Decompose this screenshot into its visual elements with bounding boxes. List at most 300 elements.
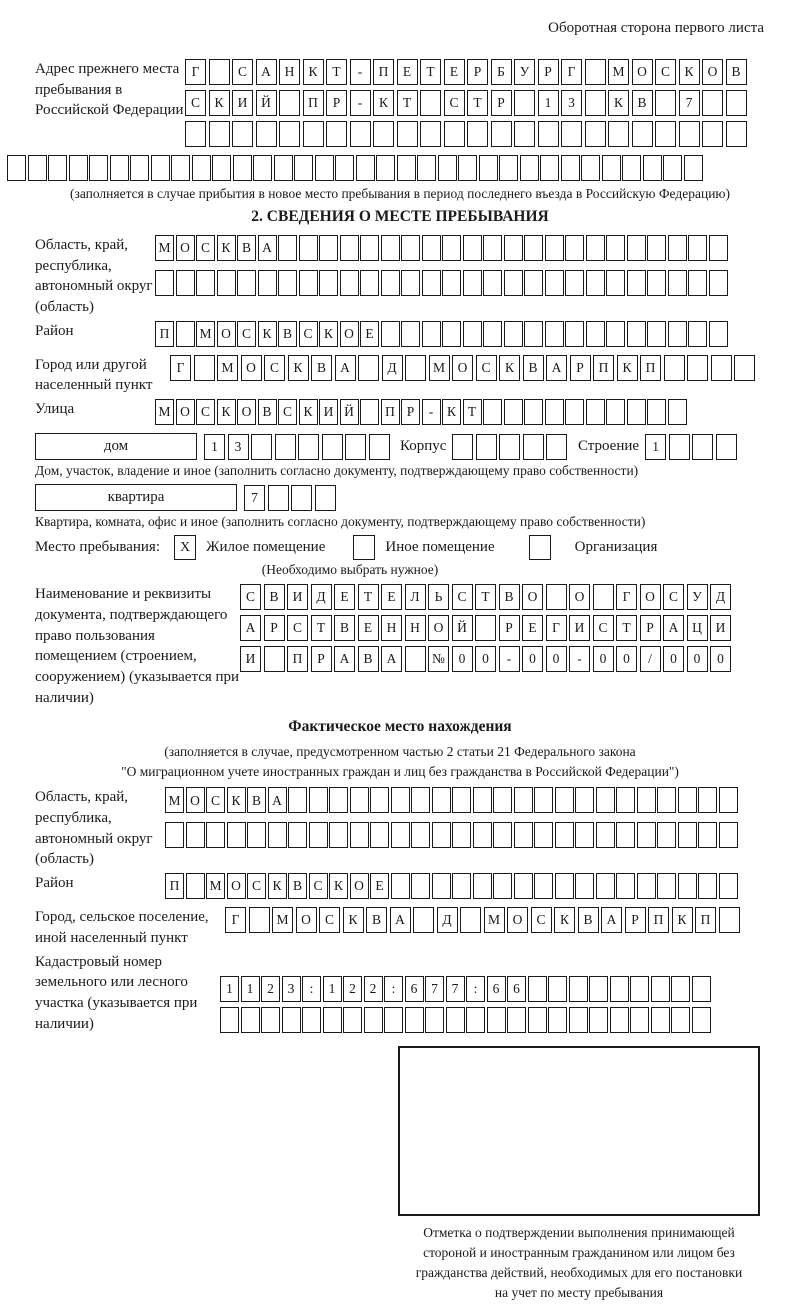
char-cell[interactable]: О [350, 873, 369, 899]
char-cell[interactable] [467, 121, 488, 147]
char-cell[interactable] [329, 787, 348, 813]
char-cell[interactable]: И [287, 584, 308, 610]
char-cell[interactable] [596, 787, 615, 813]
char-cell[interactable] [627, 321, 646, 347]
char-cell[interactable] [627, 399, 646, 425]
char-cell[interactable] [734, 355, 755, 381]
char-cell[interactable]: С [531, 907, 552, 933]
char-cell[interactable]: Е [358, 615, 379, 641]
char-cell[interactable]: 0 [522, 646, 543, 672]
char-cell[interactable]: С [247, 873, 266, 899]
char-cell[interactable] [89, 155, 108, 181]
char-cell[interactable] [589, 1007, 608, 1033]
char-cell[interactable]: О [428, 615, 449, 641]
char-cell[interactable] [411, 787, 430, 813]
char-cell[interactable] [151, 155, 170, 181]
char-cell[interactable]: А [663, 615, 684, 641]
char-cell[interactable]: Т [463, 399, 482, 425]
char-cell[interactable]: В [237, 235, 256, 261]
char-cell[interactable] [692, 434, 713, 460]
char-cell[interactable]: : [302, 976, 321, 1002]
char-cell[interactable] [282, 1007, 301, 1033]
char-cell[interactable]: С [655, 59, 676, 85]
char-cell[interactable] [491, 121, 512, 147]
char-cell[interactable] [405, 355, 426, 381]
char-cell[interactable] [616, 873, 635, 899]
char-cell[interactable] [475, 615, 496, 641]
char-cell[interactable] [356, 155, 375, 181]
char-cell[interactable] [425, 1007, 444, 1033]
char-cell[interactable]: В [578, 907, 599, 933]
char-cell[interactable] [504, 270, 523, 296]
char-cell[interactable] [360, 270, 379, 296]
char-cell[interactable] [608, 121, 629, 147]
char-cell[interactable]: 7 [679, 90, 700, 116]
char-cell[interactable]: П [648, 907, 669, 933]
char-cell[interactable] [586, 399, 605, 425]
char-cell[interactable] [546, 434, 567, 460]
char-cell[interactable] [692, 976, 711, 1002]
char-cell[interactable] [555, 873, 574, 899]
char-cell[interactable]: В [258, 399, 277, 425]
char-cell[interactable] [716, 434, 737, 460]
char-cell[interactable] [473, 822, 492, 848]
char-cell[interactable]: А [258, 235, 277, 261]
char-cell[interactable]: Ц [687, 615, 708, 641]
char-cell[interactable] [438, 155, 457, 181]
char-cell[interactable] [401, 321, 420, 347]
char-cell[interactable] [657, 873, 676, 899]
char-cell[interactable]: В [334, 615, 355, 641]
char-cell[interactable] [569, 1007, 588, 1033]
char-cell[interactable]: К [227, 787, 246, 813]
char-cell[interactable] [606, 270, 625, 296]
char-cell[interactable]: 7 [425, 976, 444, 1002]
char-cell[interactable] [647, 321, 666, 347]
char-cell[interactable] [655, 90, 676, 116]
char-cell[interactable]: С [452, 584, 473, 610]
char-cell[interactable] [555, 822, 574, 848]
char-cell[interactable] [637, 787, 656, 813]
char-cell[interactable]: 0 [616, 646, 637, 672]
char-cell[interactable]: К [672, 907, 693, 933]
char-cell[interactable] [668, 399, 687, 425]
char-cell[interactable]: К [258, 321, 277, 347]
char-cell[interactable]: П [165, 873, 184, 899]
char-cell[interactable] [303, 121, 324, 147]
char-cell[interactable] [209, 59, 230, 85]
char-cell[interactable] [432, 822, 451, 848]
char-cell[interactable]: Т [311, 615, 332, 641]
char-cell[interactable]: 1 [204, 434, 225, 460]
char-cell[interactable] [565, 399, 584, 425]
char-cell[interactable]: А [240, 615, 261, 641]
char-cell[interactable]: С [309, 873, 328, 899]
char-cell[interactable]: Р [326, 90, 347, 116]
char-cell[interactable] [514, 873, 533, 899]
char-cell[interactable] [251, 434, 272, 460]
char-cell[interactable]: О [702, 59, 723, 85]
char-cell[interactable]: С [319, 907, 340, 933]
char-cell[interactable]: К [217, 235, 236, 261]
char-cell[interactable] [726, 90, 747, 116]
char-cell[interactable]: 2 [364, 976, 383, 1002]
char-cell[interactable]: М [206, 873, 225, 899]
char-cell[interactable] [702, 121, 723, 147]
char-cell[interactable] [275, 434, 296, 460]
char-cell[interactable] [422, 235, 441, 261]
char-cell[interactable]: С [240, 584, 261, 610]
char-cell[interactable]: Р [499, 615, 520, 641]
char-cell[interactable] [369, 434, 390, 460]
char-cell[interactable] [373, 121, 394, 147]
char-cell[interactable]: Е [444, 59, 465, 85]
char-cell[interactable] [458, 155, 477, 181]
char-cell[interactable] [309, 822, 328, 848]
char-cell[interactable]: К [442, 399, 461, 425]
char-cell[interactable] [176, 270, 195, 296]
char-cell[interactable] [483, 235, 502, 261]
char-cell[interactable] [442, 321, 461, 347]
char-cell[interactable] [48, 155, 67, 181]
char-cell[interactable] [381, 235, 400, 261]
char-cell[interactable] [432, 787, 451, 813]
char-cell[interactable] [565, 270, 584, 296]
char-cell[interactable] [237, 270, 256, 296]
char-cell[interactable] [350, 822, 369, 848]
char-cell[interactable]: В [278, 321, 297, 347]
char-cell[interactable]: К [288, 355, 309, 381]
char-cell[interactable] [343, 1007, 362, 1033]
char-cell[interactable] [671, 1007, 690, 1033]
char-cell[interactable] [329, 822, 348, 848]
char-cell[interactable] [209, 121, 230, 147]
char-cell[interactable]: К [329, 873, 348, 899]
char-cell[interactable]: Н [279, 59, 300, 85]
char-cell[interactable] [698, 822, 717, 848]
char-cell[interactable]: 0 [475, 646, 496, 672]
char-cell[interactable] [376, 155, 395, 181]
char-cell[interactable] [668, 321, 687, 347]
char-cell[interactable] [545, 270, 564, 296]
char-cell[interactable] [206, 822, 225, 848]
char-cell[interactable] [397, 121, 418, 147]
char-cell[interactable]: - [350, 59, 371, 85]
char-cell[interactable] [335, 155, 354, 181]
char-cell[interactable] [483, 321, 502, 347]
char-cell[interactable] [596, 822, 615, 848]
char-cell[interactable]: 0 [452, 646, 473, 672]
char-cell[interactable] [247, 822, 266, 848]
char-cell[interactable] [688, 270, 707, 296]
char-cell[interactable]: Е [360, 321, 379, 347]
char-cell[interactable] [350, 121, 371, 147]
char-cell[interactable] [632, 121, 653, 147]
char-cell[interactable]: С [444, 90, 465, 116]
char-cell[interactable] [397, 155, 416, 181]
char-cell[interactable]: 2 [343, 976, 362, 1002]
char-cell[interactable] [278, 270, 297, 296]
char-cell[interactable]: В [632, 90, 653, 116]
char-cell[interactable] [483, 399, 502, 425]
char-cell[interactable]: О [569, 584, 590, 610]
char-cell[interactable]: О [186, 787, 205, 813]
char-cell[interactable] [606, 399, 625, 425]
char-cell[interactable]: Р [538, 59, 559, 85]
char-cell[interactable] [279, 90, 300, 116]
char-cell[interactable]: П [303, 90, 324, 116]
char-cell[interactable] [630, 1007, 649, 1033]
char-cell[interactable] [637, 822, 656, 848]
char-cell[interactable]: № [428, 646, 449, 672]
char-cell[interactable]: О [176, 399, 195, 425]
char-cell[interactable] [358, 355, 379, 381]
char-cell[interactable] [340, 270, 359, 296]
char-cell[interactable] [504, 235, 523, 261]
char-cell[interactable] [698, 873, 717, 899]
char-cell[interactable] [463, 270, 482, 296]
char-cell[interactable]: 3 [282, 976, 301, 1002]
char-cell[interactable] [315, 485, 336, 511]
char-cell[interactable] [298, 434, 319, 460]
checkbox-zhiloe-pomeshchenie[interactable]: X [174, 535, 196, 560]
char-cell[interactable] [420, 90, 441, 116]
char-cell[interactable]: Й [452, 615, 473, 641]
char-cell[interactable] [476, 434, 497, 460]
char-cell[interactable] [702, 90, 723, 116]
char-cell[interactable] [217, 270, 236, 296]
char-cell[interactable] [616, 787, 635, 813]
char-cell[interactable] [315, 155, 334, 181]
char-cell[interactable] [545, 235, 564, 261]
char-cell[interactable] [606, 235, 625, 261]
char-cell[interactable]: Д [437, 907, 458, 933]
char-cell[interactable] [413, 907, 434, 933]
char-cell[interactable]: П [381, 399, 400, 425]
char-cell[interactable] [258, 270, 277, 296]
char-cell[interactable] [575, 787, 594, 813]
char-cell[interactable]: Р [311, 646, 332, 672]
char-cell[interactable]: К [373, 90, 394, 116]
char-cell[interactable] [523, 434, 544, 460]
char-cell[interactable]: 0 [546, 646, 567, 672]
char-cell[interactable]: Р [401, 399, 420, 425]
char-cell[interactable]: В [499, 584, 520, 610]
char-cell[interactable] [622, 155, 641, 181]
char-cell[interactable] [687, 355, 708, 381]
char-cell[interactable] [637, 873, 656, 899]
char-cell[interactable] [585, 59, 606, 85]
char-cell[interactable]: 7 [244, 485, 265, 511]
char-cell[interactable] [345, 434, 366, 460]
char-cell[interactable] [401, 235, 420, 261]
char-cell[interactable]: П [695, 907, 716, 933]
char-cell[interactable]: М [272, 907, 293, 933]
char-cell[interactable] [391, 873, 410, 899]
char-cell[interactable]: О [640, 584, 661, 610]
char-cell[interactable] [294, 155, 313, 181]
char-cell[interactable]: Н [405, 615, 426, 641]
char-cell[interactable]: Л [405, 584, 426, 610]
char-cell[interactable] [545, 321, 564, 347]
char-cell[interactable] [538, 121, 559, 147]
char-cell[interactable]: Р [640, 615, 661, 641]
char-cell[interactable] [709, 235, 728, 261]
char-cell[interactable] [610, 976, 629, 1002]
char-cell[interactable] [227, 822, 246, 848]
char-cell[interactable] [524, 270, 543, 296]
char-cell[interactable] [323, 1007, 342, 1033]
char-cell[interactable] [186, 822, 205, 848]
char-cell[interactable]: Д [382, 355, 403, 381]
char-cell[interactable]: 0 [663, 646, 684, 672]
char-cell[interactable] [528, 1007, 547, 1033]
char-cell[interactable]: Е [334, 584, 355, 610]
char-cell[interactable] [643, 155, 662, 181]
char-cell[interactable] [507, 1007, 526, 1033]
char-cell[interactable] [561, 155, 580, 181]
char-cell[interactable]: А [334, 646, 355, 672]
char-cell[interactable] [678, 873, 697, 899]
char-cell[interactable] [711, 355, 732, 381]
char-cell[interactable]: М [484, 907, 505, 933]
char-cell[interactable]: С [278, 399, 297, 425]
char-cell[interactable] [411, 822, 430, 848]
char-cell[interactable] [370, 787, 389, 813]
char-cell[interactable]: Г [546, 615, 567, 641]
char-cell[interactable] [452, 822, 471, 848]
char-cell[interactable] [130, 155, 149, 181]
char-cell[interactable] [514, 121, 535, 147]
char-cell[interactable] [452, 434, 473, 460]
char-cell[interactable] [610, 1007, 629, 1033]
char-cell[interactable]: О [632, 59, 653, 85]
char-cell[interactable] [212, 155, 231, 181]
char-cell[interactable]: 1 [645, 434, 666, 460]
char-cell[interactable]: 3 [228, 434, 249, 460]
char-cell[interactable]: К [303, 59, 324, 85]
char-cell[interactable]: К [343, 907, 364, 933]
char-cell[interactable] [452, 873, 471, 899]
char-cell[interactable]: - [422, 399, 441, 425]
char-cell[interactable]: Р [625, 907, 646, 933]
char-cell[interactable] [524, 321, 543, 347]
char-cell[interactable]: С [264, 355, 285, 381]
char-cell[interactable] [463, 235, 482, 261]
char-cell[interactable] [110, 155, 129, 181]
char-cell[interactable]: С [237, 321, 256, 347]
checkbox-inoe-pomeshchenie[interactable] [353, 535, 375, 560]
char-cell[interactable]: Е [522, 615, 543, 641]
char-cell[interactable] [719, 822, 738, 848]
char-cell[interactable]: А [546, 355, 567, 381]
char-cell[interactable] [381, 270, 400, 296]
char-cell[interactable] [463, 321, 482, 347]
char-cell[interactable] [232, 121, 253, 147]
char-cell[interactable] [504, 321, 523, 347]
char-cell[interactable] [364, 1007, 383, 1033]
char-cell[interactable] [360, 399, 379, 425]
char-cell[interactable] [534, 822, 553, 848]
char-cell[interactable]: Д [311, 584, 332, 610]
char-cell[interactable] [192, 155, 211, 181]
char-cell[interactable] [698, 787, 717, 813]
char-cell[interactable] [692, 1007, 711, 1033]
char-cell[interactable] [253, 155, 272, 181]
char-cell[interactable] [602, 155, 621, 181]
char-cell[interactable] [669, 434, 690, 460]
char-cell[interactable] [575, 873, 594, 899]
char-cell[interactable] [384, 1007, 403, 1033]
char-cell[interactable] [186, 873, 205, 899]
char-cell[interactable]: У [514, 59, 535, 85]
char-cell[interactable]: П [593, 355, 614, 381]
char-cell[interactable] [679, 121, 700, 147]
char-cell[interactable]: С [299, 321, 318, 347]
char-cell[interactable]: О [452, 355, 473, 381]
char-cell[interactable] [442, 235, 461, 261]
char-cell[interactable] [647, 235, 666, 261]
char-cell[interactable] [420, 121, 441, 147]
char-cell[interactable]: О [340, 321, 359, 347]
char-cell[interactable]: - [499, 646, 520, 672]
char-cell[interactable] [534, 873, 553, 899]
char-cell[interactable] [479, 155, 498, 181]
char-cell[interactable] [627, 235, 646, 261]
char-cell[interactable] [655, 121, 676, 147]
char-cell[interactable]: Т [475, 584, 496, 610]
char-cell[interactable] [176, 321, 195, 347]
char-cell[interactable] [279, 121, 300, 147]
char-cell[interactable]: К [499, 355, 520, 381]
char-cell[interactable] [319, 270, 338, 296]
char-cell[interactable] [586, 235, 605, 261]
char-cell[interactable] [493, 873, 512, 899]
char-cell[interactable]: С [287, 615, 308, 641]
char-cell[interactable] [586, 321, 605, 347]
char-cell[interactable]: К [217, 399, 236, 425]
char-cell[interactable]: И [569, 615, 590, 641]
char-cell[interactable]: К [608, 90, 629, 116]
char-cell[interactable]: В [726, 59, 747, 85]
char-cell[interactable] [340, 235, 359, 261]
char-cell[interactable]: К [209, 90, 230, 116]
char-cell[interactable]: С [185, 90, 206, 116]
char-cell[interactable] [651, 976, 670, 1002]
char-cell[interactable] [268, 822, 287, 848]
char-cell[interactable] [499, 434, 520, 460]
char-cell[interactable]: Б [491, 59, 512, 85]
char-cell[interactable] [589, 976, 608, 1002]
char-cell[interactable] [261, 1007, 280, 1033]
char-cell[interactable]: А [601, 907, 622, 933]
char-cell[interactable] [422, 321, 441, 347]
char-cell[interactable] [651, 1007, 670, 1033]
char-cell[interactable]: 1 [220, 976, 239, 1002]
char-cell[interactable]: Е [370, 873, 389, 899]
char-cell[interactable] [688, 321, 707, 347]
char-cell[interactable]: 6 [507, 976, 526, 1002]
char-cell[interactable]: А [256, 59, 277, 85]
char-cell[interactable] [302, 1007, 321, 1033]
char-cell[interactable] [291, 485, 312, 511]
char-cell[interactable] [585, 121, 606, 147]
char-cell[interactable] [405, 1007, 424, 1033]
char-cell[interactable]: Г [561, 59, 582, 85]
char-cell[interactable] [401, 270, 420, 296]
char-cell[interactable] [664, 355, 685, 381]
char-cell[interactable] [422, 270, 441, 296]
